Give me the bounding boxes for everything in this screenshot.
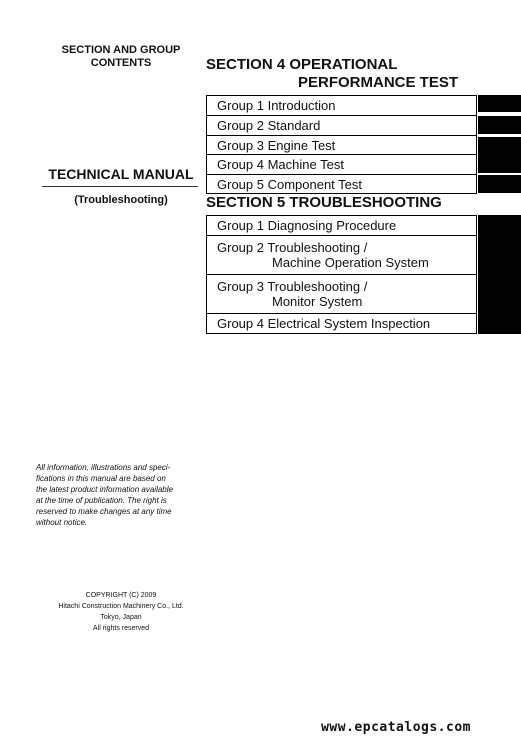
notice-line: without notice.: [36, 518, 88, 527]
group-label: Group 2 Troubleshooting /: [217, 240, 368, 255]
section4-index-tab: [478, 116, 521, 134]
group-label-continued: Machine Operation System: [272, 255, 429, 270]
group-label: Group 1 Diagnosing Procedure: [217, 218, 397, 233]
notice-line: reserved to make changes at any time: [36, 507, 172, 516]
copyright-line: Hitachi Construction Machinery Co., Ltd.: [58, 603, 184, 610]
section4-title-continued: PERFORMANCE TEST: [298, 74, 459, 91]
section4-title: SECTION 4 OPERATIONAL: [206, 56, 398, 73]
copyright-line: All rights reserved: [92, 625, 150, 632]
group-label: Group 1 Introduction: [217, 98, 336, 113]
section4-index-tab: [478, 175, 521, 193]
group-label: Group 5 Component Test: [217, 176, 363, 192]
group-label-continued: Monitor System: [272, 294, 363, 309]
website-url: www.epcatalogs.com: [321, 720, 471, 735]
section-group-contents-heading: [40, 44, 202, 70]
manual-subtitle: (Troubleshooting): [74, 194, 168, 206]
section5-group-3[interactable]: [206, 275, 477, 314]
notice-line: All information, illustrations and speci-: [36, 463, 171, 472]
section5-index-tab: [478, 215, 521, 334]
section4-group-3[interactable]: [206, 136, 477, 155]
section5-group-4[interactable]: [206, 314, 477, 334]
group-label: Group 4 Electrical System Inspection: [217, 316, 431, 331]
section4-group-2[interactable]: [206, 116, 477, 136]
disclaimer-notice: [36, 462, 200, 528]
group-label: Group 3 Troubleshooting /: [217, 279, 368, 294]
group-label: Group 2 Standard: [217, 118, 321, 133]
section5-group-1[interactable]: [206, 216, 477, 236]
copyright-line: Tokyo, Japan: [100, 614, 142, 621]
group-label: Group 3 Engine Test: [217, 137, 336, 153]
heading-line: SECTION AND GROUP: [61, 44, 181, 56]
section5-group-list: [206, 215, 477, 334]
section5-title: SECTION 5 TROUBLESHOOTING: [206, 194, 442, 211]
notice-line: the latest product information available: [36, 485, 173, 494]
section4-group-5[interactable]: [206, 175, 477, 194]
notice-line: at the time of publication. The right is: [36, 496, 167, 505]
manual-title-divider: [42, 186, 198, 187]
section4-index-tab: [478, 95, 521, 112]
copyright-block: [40, 590, 202, 634]
section4-group-4[interactable]: [206, 155, 477, 175]
section4-index-tab: [478, 137, 521, 173]
heading-line: CONTENTS: [90, 57, 152, 69]
notice-line: fications in this manual are based on: [36, 474, 166, 483]
manual-title: TECHNICAL MANUAL: [48, 166, 194, 182]
section5-group-2[interactable]: [206, 236, 477, 275]
copyright-line: COPYRIGHT (C) 2009: [85, 592, 157, 599]
group-label: Group 4 Machine Test: [217, 157, 344, 172]
section4-group-1[interactable]: [206, 96, 477, 116]
section4-group-list: [206, 95, 477, 194]
